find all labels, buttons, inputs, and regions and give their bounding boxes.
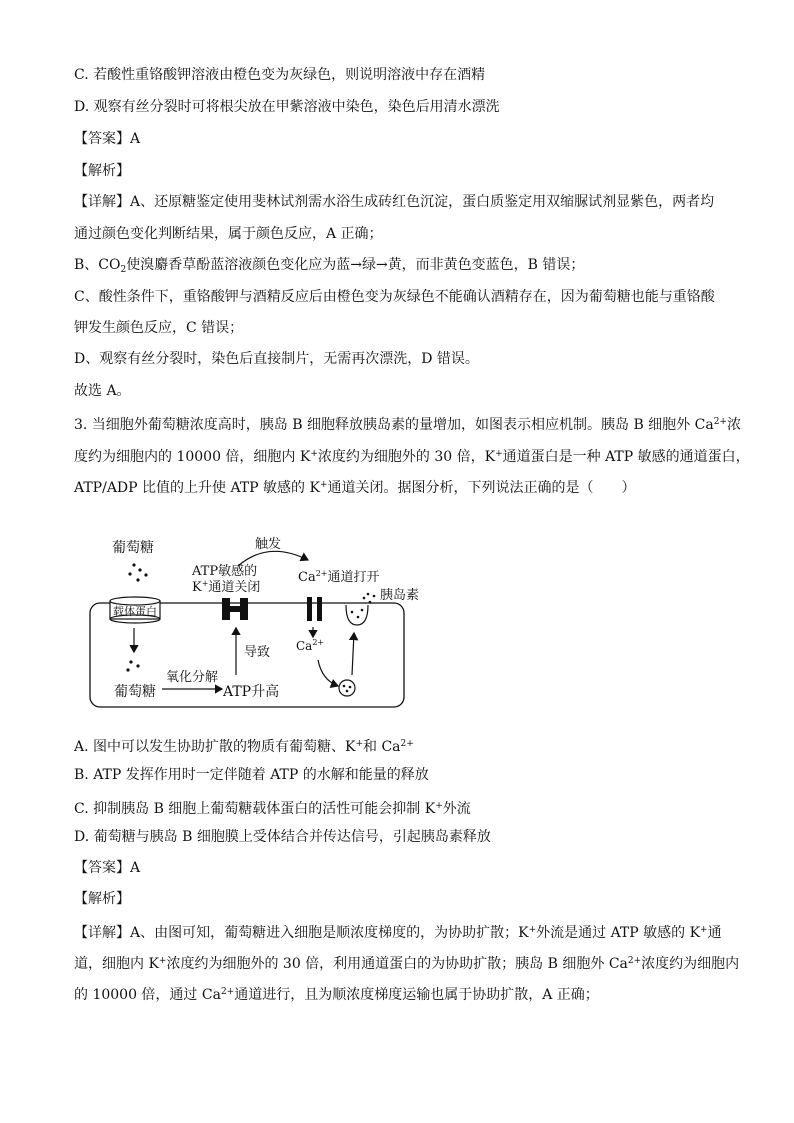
q3-option-a: A. 图中可以发生协助扩散的物质有葡萄糖、K+和 $Ca^{2+}$ [74, 739, 414, 755]
q3-answer: 【答案】A [74, 860, 141, 876]
q3-option-d: D. 葡萄糖与胰岛 B 细胞膜上受体结合并传达信号，引起胰岛素释放 [74, 829, 491, 845]
oxidation-label: 氧化分解 [166, 670, 219, 685]
lead-label: 导致 [244, 645, 271, 660]
q3-detail-line-2: 道，细胞内 K+浓度约为细胞外的 30 倍，利用通道蛋白的为协助扩散；胰岛 B 细胞外 $Ca^{2+}$浓度约为细胞内 [74, 956, 740, 972]
glucose-inside-label: 葡萄糖 [114, 684, 156, 700]
glucose-outside-label: 葡萄糖 [112, 540, 154, 556]
q2-analysis-label: 【解析】 [74, 163, 130, 179]
q2-conclusion: 故选 A。 [74, 383, 131, 399]
vesicle-move-arrow [352, 633, 354, 675]
q3-analysis-label: 【解析】 [74, 891, 130, 907]
q2-answer: 【答案】A [74, 131, 141, 147]
q2-detail-line-1: 【详解】A、还原糖鉴定使用斐林试剂需水浴生成砖红色沉淀，蛋白质鉴定用双缩脲试剂显紫色，两者均 [74, 194, 715, 210]
q2-option-d: D. 观察有丝分裂时可将根尖放在甲紫溶液中染色，染色后用清水漂洗 [74, 99, 500, 115]
q3-detail-line-3: 的 10000 倍，通过 $Ca^{2+}$通道进行，且为顺浓度梯度运输也属于协助扩散，A 正确； [74, 987, 599, 1003]
ca-to-vesicle-arrow [318, 660, 338, 686]
trigger-label: 触发 [255, 537, 282, 552]
carrier-protein [110, 597, 160, 623]
q3-stem-line-3: ATP/ADP 比值的上升使 ATP 敏感的 K+通道关闭。据图分析，下列说法正确的是（ ） [74, 480, 636, 496]
q2-detail-c-line-1: C、酸性条件下，重铬酸钾与酒精反应后由橙色变为灰绿色不能确认酒精存在，因为葡萄糖也能与重铬酸 [74, 289, 715, 305]
ca-channel-open [307, 597, 322, 621]
katp-label-line-1: ATP敏感的 [192, 564, 258, 579]
glucose-dots-outside [128, 563, 147, 581]
q3-option-b: B. ATP 发挥作用时一定伴随着 ATP 的水解和能量的释放 [74, 767, 429, 783]
exocytosis-vesicle [346, 593, 375, 625]
q2-detail-line-2: 通过颜色变化判断结果，属于颜色反应，A 正确； [74, 226, 383, 242]
q2-option-c: C. 若酸性重铬酸钾溶液由橙色变为灰绿色，则说明溶液中存在酒精 [74, 67, 486, 83]
katp-label-line-2: K+通道关闭 [192, 579, 261, 595]
q3-option-c: C. 抑制胰岛 B 细胞上葡萄糖载体蛋白的活性可能会抑制 K+外流 [74, 801, 471, 817]
q3-stem-line-2: 度约为细胞内的 10000 倍，细胞内 K+浓度约为细胞外的 30 倍，K+通道蛋白是一种 ATP 敏感的通道蛋白， [74, 449, 750, 465]
glucose-dots-inside [126, 660, 139, 671]
q3-stem-line-1: 3. 当细胞外葡萄糖浓度高时，胰岛 B 细胞释放胰岛素的量增加，如图表示相应机制。胰岛 B 细胞外 $Ca^{2+}$浓 [74, 417, 741, 433]
ca-channel-open-label: $Ca^{2+}$通道打开 [298, 569, 380, 585]
q2-detail-d: D、观察有丝分裂时，染色后直接制片，无需再次漂洗，D 错误。 [74, 351, 479, 367]
insulin-label: 胰岛素 [380, 588, 420, 603]
atp-rise-label: ATP升高 [223, 684, 280, 700]
q3-detail-line-1: 【详解】A、由图可知，葡萄糖进入细胞是顺浓度梯度的，为协助扩散；K+外流是通过 ATP 敏感的 K+通 [74, 925, 722, 941]
ca-inside-label: $Ca^{2+}$ [296, 638, 325, 653]
insulin-vesicle [339, 680, 355, 696]
carrier-protein-label: 载体蛋白 [113, 605, 157, 618]
q2-detail-c-line-2: 钾发生颜色反应，C 错误； [74, 320, 244, 336]
q2-detail-b: B、$CO_2$使溴麝香草酚蓝溶液颜色变化应为蓝→绿→黄，而非黄色变蓝色，B 错误； [74, 257, 585, 275]
k-atp-channel-closed [222, 598, 248, 620]
